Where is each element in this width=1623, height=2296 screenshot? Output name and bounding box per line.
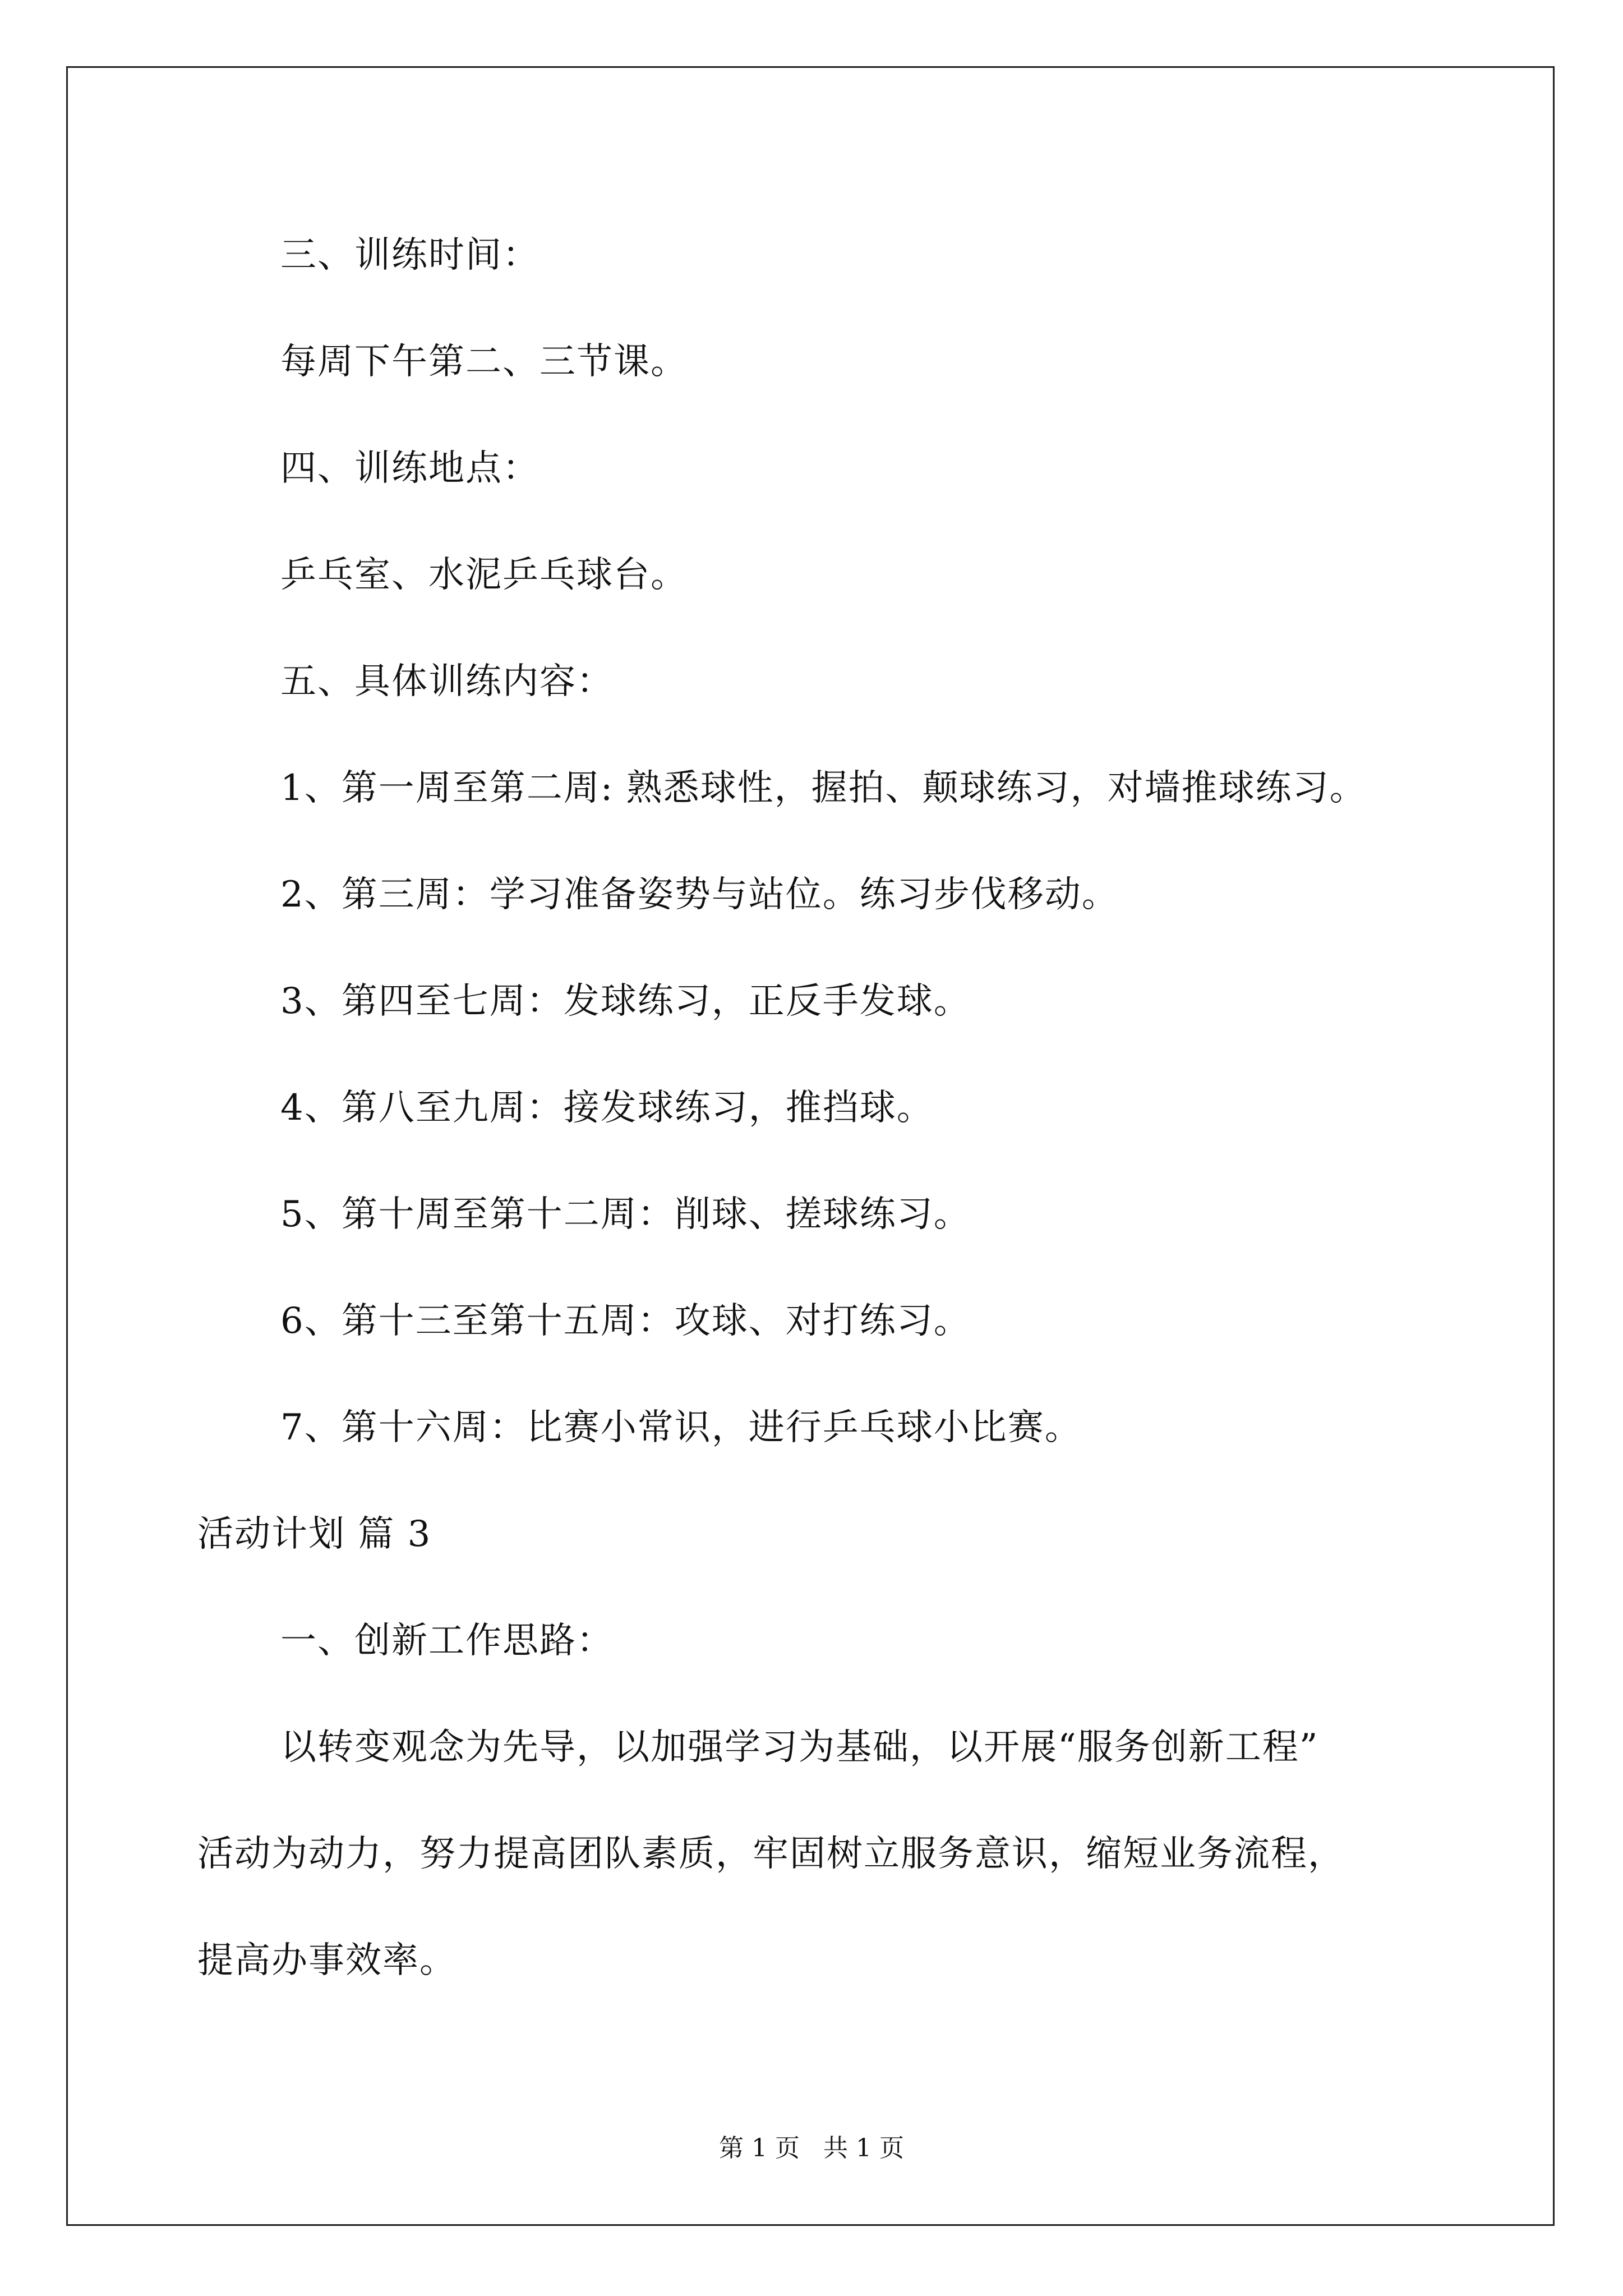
paragraph-training-time: 每周下午第二、三节课。 xyxy=(280,341,688,383)
section-heading-innovation: 一、创新工作思路： xyxy=(280,1620,614,1662)
list-item-week-1-2: 1、第一周至第二周: 熟悉球性，握拍、颠球练习，对墙推球练习。 xyxy=(280,767,1367,809)
list-item-week-13-15: 6、第十三至第十五周：攻球、对打练习。 xyxy=(280,1300,971,1342)
page-footer: 第 1 页 共 1 页 xyxy=(719,2134,904,2162)
paragraph-innovation-line-3: 提高办事效率。 xyxy=(197,1940,457,1981)
section-heading-training-time: 三、训练时间： xyxy=(280,234,540,276)
list-item-week-16: 7、第十六周：比赛小常识，进行乒乓球小比赛。 xyxy=(280,1407,1082,1448)
list-item-week-10-12: 5、第十周至第十二周：削球、搓球练习。 xyxy=(280,1194,971,1235)
paragraph-training-place: 乒乓室、水泥乒乓球台。 xyxy=(280,554,688,596)
paragraph-innovation-line-2: 活动为动力，努力提高团队素质，牢固树立服务意识，缩短业务流程， xyxy=(197,1833,1345,1875)
list-item-week-8-9: 4、第八至九周：接发球练习，推挡球。 xyxy=(280,1087,934,1129)
list-item-week-4-7: 3、第四至七周：发球练习，正反手发球。 xyxy=(280,981,971,1022)
list-item-week-3: 2、第三周：学习准备姿势与站位。练习步伐移动。 xyxy=(280,874,1119,915)
section-title-plan-3: 活动计划 篇 3 xyxy=(197,1513,432,1555)
page-border xyxy=(66,66,1555,2226)
paragraph-innovation-line-1: 以转变观念为先导，以加强学习为基础，以开展“服务创新工程” xyxy=(280,1727,1319,1768)
section-heading-training-place: 四、训练地点： xyxy=(280,448,540,489)
section-heading-training-content: 五、具体训练内容： xyxy=(280,661,614,702)
